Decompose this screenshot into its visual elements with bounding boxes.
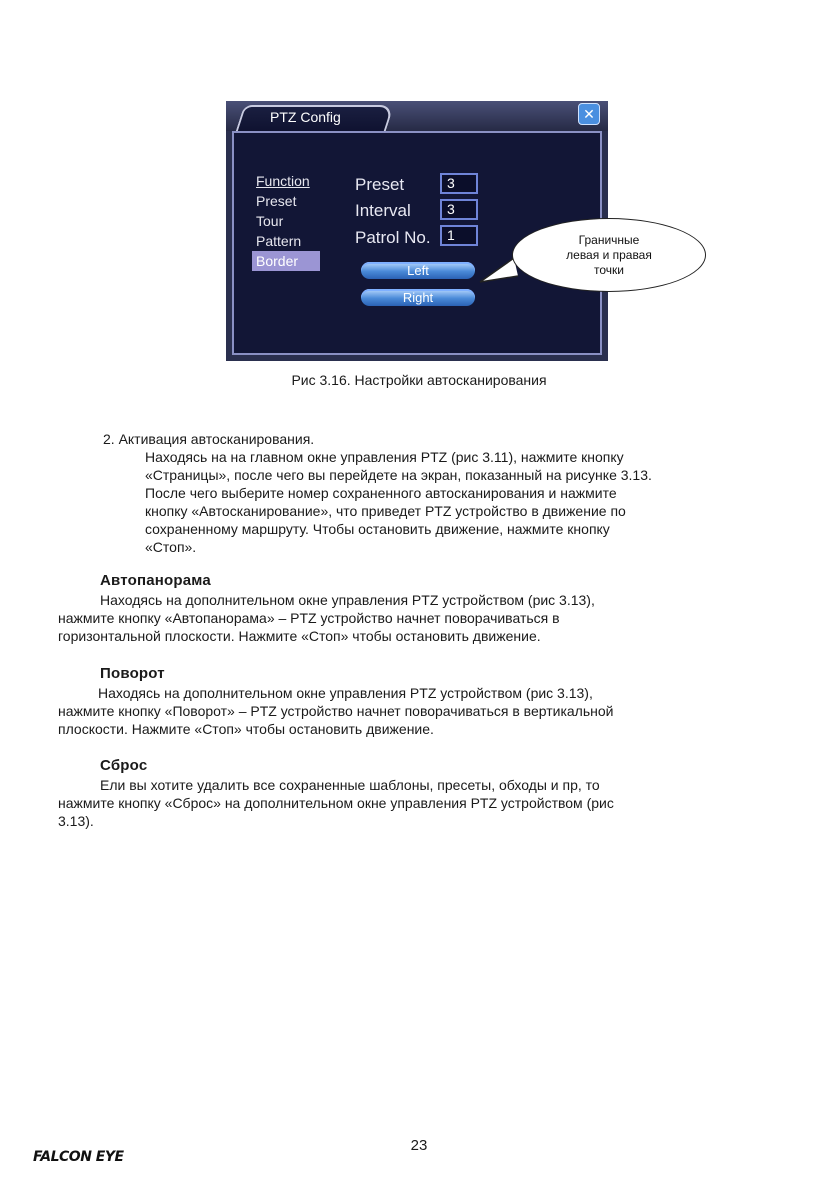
patrol-no-label: Patrol No. (355, 228, 431, 247)
callout-bubble (512, 218, 706, 292)
patrol-no-input[interactable]: 1 (440, 225, 478, 246)
preset-input[interactable]: 3 (440, 173, 478, 194)
page-number: 23 (410, 1137, 428, 1154)
menu-item-border[interactable]: Border (252, 251, 320, 271)
paragraph-line: «Стоп». (145, 539, 197, 555)
paragraph-line: нажмите кнопку «Поворот» – PTZ устройство начнет поворачиваться в вертикальной (58, 703, 614, 719)
callout-line: точки (594, 262, 624, 277)
figure-caption: Рис 3.16. Настройки автосканирования (291, 372, 547, 388)
interval-input[interactable]: 3 (440, 199, 478, 220)
paragraph-line: Находясь на дополнительном окне управления PTZ устройством (рис 3.13), (100, 592, 595, 608)
paragraph-line: Ели вы хотите удалить все сохраненные шаблоны, пресеты, обходы и пр, то (100, 777, 600, 793)
paragraph-line: кнопку «Автосканирование», что приведет PTZ устройство в движение по (145, 503, 626, 519)
paragraph-line: сохраненному маршруту. Чтобы остановить движение, нажмите кнопку (145, 521, 610, 537)
heading-autopanorama: Автопанорама (100, 572, 211, 589)
heading-rotate: Поворот (100, 665, 165, 682)
menu-item-preset[interactable]: Preset (256, 193, 297, 209)
menu-item-function[interactable]: Function (256, 173, 310, 189)
paragraph-line: После чего выберите номер сохраненного автосканирования и нажмите (145, 485, 617, 501)
paragraph-line: 3.13). (58, 813, 94, 829)
paragraph-line: нажмите кнопку «Автопанорама» – PTZ устройство начнет поворачиваться в (58, 610, 560, 626)
brand-logo: FALCON EYE (33, 1149, 124, 1165)
menu-item-tour[interactable]: Tour (256, 213, 284, 229)
callout-line: Граничные (578, 232, 640, 247)
close-icon[interactable]: ✕ (578, 103, 600, 125)
paragraph-line: «Страницы», после чего вы перейдете на экран, показанный на рисунке 3.13. (145, 467, 652, 483)
interval-label: Interval (355, 201, 411, 220)
preset-label: Preset (355, 175, 405, 194)
left-button[interactable]: Left (361, 262, 475, 279)
paragraph-line: Находясь на дополнительном окне управления PTZ устройством (рис 3.13), (98, 685, 593, 701)
paragraph-line: плоскости. Нажмите «Стоп» чтобы остановить движение. (58, 721, 434, 737)
paragraph-line: нажмите кнопку «Сброс» на дополнительном окне управления PTZ устройством (рис (58, 795, 614, 811)
paragraph-line: Находясь на на главном окне управления PTZ (рис 3.11), нажмите кнопку (145, 449, 624, 465)
autoscan-item-title: 2. Активация автосканирования. (103, 431, 315, 447)
menu-item-pattern[interactable]: Pattern (256, 233, 302, 249)
paragraph-line: горизонтальной плоскости. Нажмите «Стоп» чтобы остановить движение. (58, 628, 541, 644)
heading-reset: Сброс (100, 757, 148, 774)
callout-line: левая и правая (566, 247, 652, 262)
right-button[interactable]: Right (361, 289, 475, 306)
window-title: PTZ Config (270, 109, 341, 125)
ptz-function-menu (256, 171, 320, 271)
